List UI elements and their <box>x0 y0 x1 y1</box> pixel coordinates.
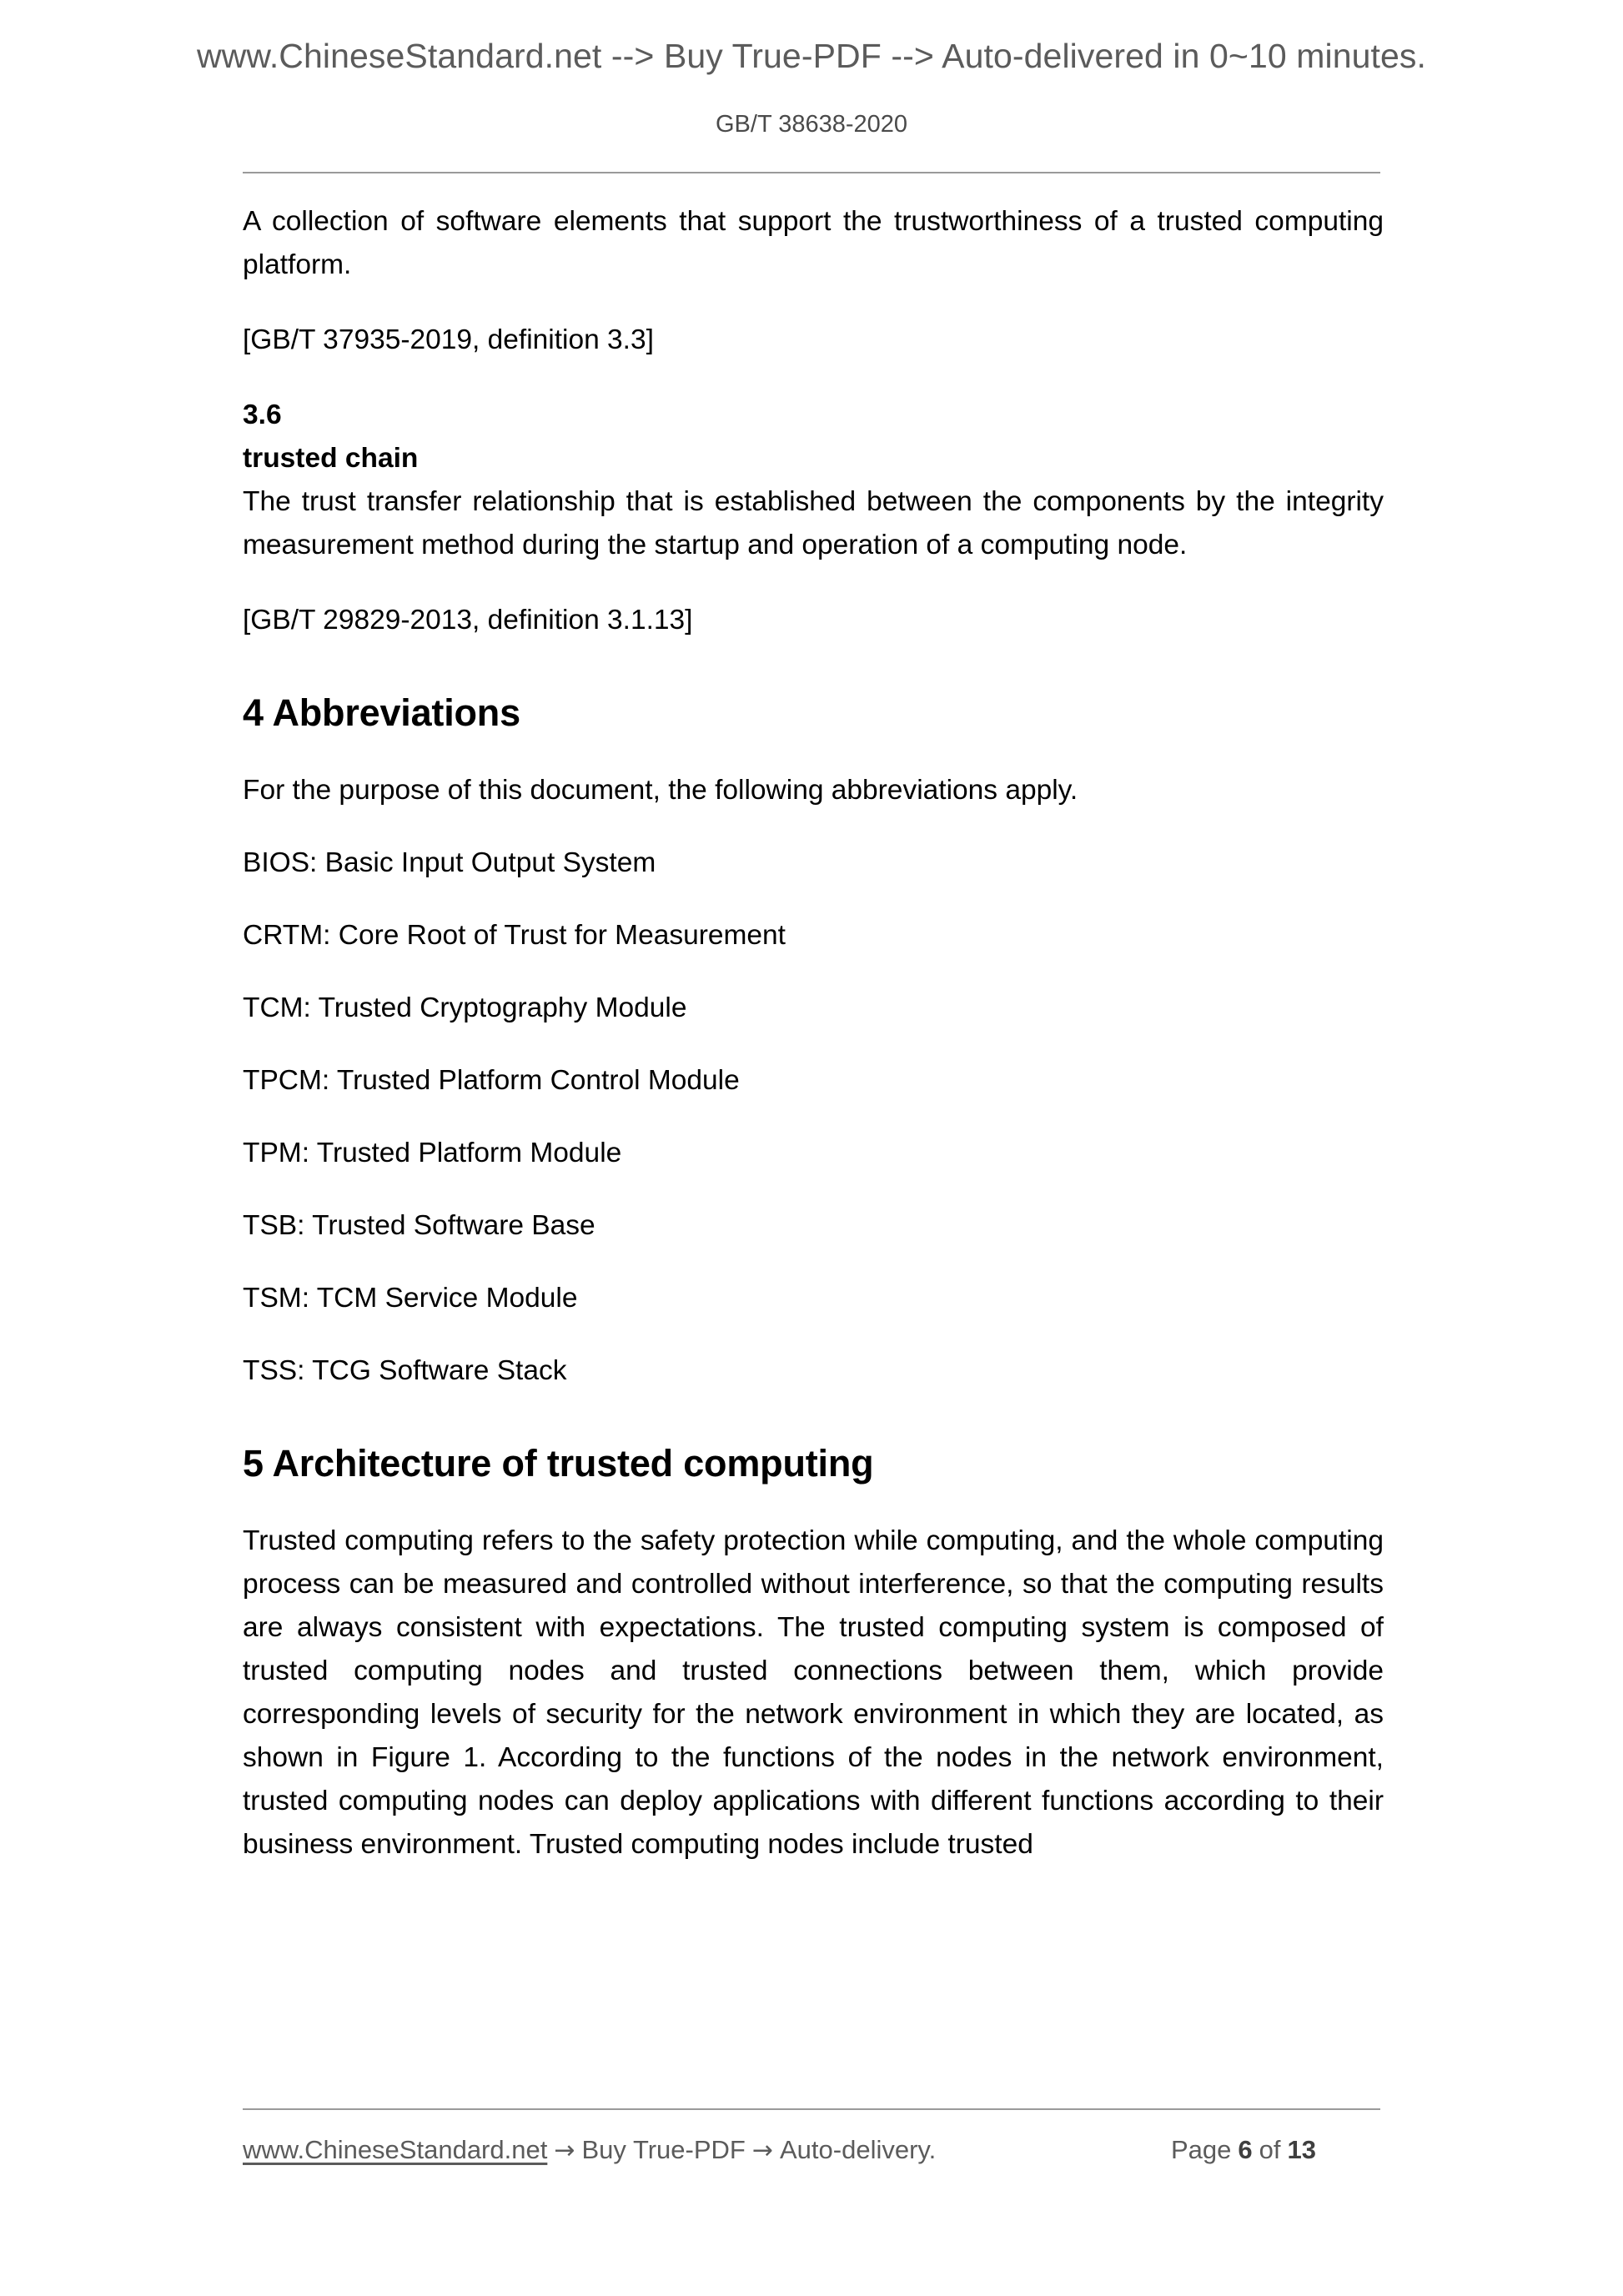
definition-3-6-source: [GB/T 29829-2013, definition 3.1.13] <box>243 605 693 636</box>
abbreviation-item: TSM: TCM Service Module <box>243 1283 578 1314</box>
abbreviation-item: CRTM: Core Root of Trust for Measurement <box>243 920 786 951</box>
heading-5-architecture-of-trusted-computing: 5 Architecture of trusted computing <box>243 1442 874 1485</box>
spacer <box>243 1320 1384 1349</box>
spacer <box>243 1248 1384 1277</box>
running-head-standard-number: GB/T 38638-2020 <box>715 111 908 138</box>
term-trusted-chain: trusted chain <box>243 443 419 474</box>
arrow-right-icon: → <box>554 2136 575 2165</box>
promo-header: www.ChineseStandard.net --> Buy True-PDF --> Auto-delivered in 0~10 minutes. <box>196 37 1427 75</box>
abbreviation-item: TPM: Trusted Platform Module <box>243 1138 622 1168</box>
spacer <box>243 957 1384 987</box>
abbreviation-item: TSS: TCG Software Stack <box>243 1355 567 1386</box>
spacer <box>243 1175 1384 1204</box>
footer-delivery-text: Auto-delivery. <box>780 2135 937 2164</box>
abbreviations-intro: For the purpose of this document, the following abbreviations apply. <box>243 775 1078 806</box>
spacer <box>243 1488 1384 1520</box>
abbreviation-item: TCM: Trusted Cryptography Module <box>243 992 687 1023</box>
spacer <box>243 642 1384 689</box>
footer-buy-text: Buy True-PDF <box>581 2135 746 2164</box>
abbreviation-item: TPCM: Trusted Platform Control Module <box>243 1065 740 1096</box>
page-label: Page <box>1171 2135 1232 2164</box>
definition-3-5-text: A collection of software elements that support the trustworthiness of a trusted computing platform. <box>243 206 1384 280</box>
footer-promo-line <box>243 2135 936 2165</box>
spacer <box>243 885 1384 914</box>
abbreviation-item: TSB: Trusted Software Base <box>243 1210 595 1241</box>
of-label: of <box>1259 2135 1281 2164</box>
clause-5-paragraph: Trusted computing refers to the safety protection while computing, and the whole computing process can be measured and controlled without interference, so that the computing results are always consistent with expectations. The trusted computing system is composed of trusted computing nodes and trusted connections between them, which provide corresponding levels of security for the network environment in which they are located, as shown in Figure 1. According to the functions of the nodes in the network environment, trusted computing nodes can deploy applications with different functions according to their business environment. Trusted computing nodes include trusted <box>243 1525 1384 1860</box>
clause-number-3-6: 3.6 <box>243 399 282 430</box>
spacer <box>243 812 1384 842</box>
footer-divider-rule <box>243 2108 1380 2110</box>
heading-4-abbreviations: 4 Abbreviations <box>243 691 520 734</box>
definition-3-5-source: [GB/T 37935-2019, definition 3.3] <box>243 324 654 355</box>
page-content <box>243 200 1384 1866</box>
page-number-indicator <box>1171 2135 1316 2165</box>
spacer <box>243 1103 1384 1132</box>
abbreviation-item: BIOS: Basic Input Output System <box>243 847 656 878</box>
spacer <box>243 737 1384 769</box>
page-footer <box>243 2135 1380 2175</box>
spacer <box>243 1393 1384 1439</box>
footer-site-link[interactable]: www.ChineseStandard.net <box>243 2135 548 2164</box>
total-page-count: 13 <box>1287 2135 1316 2164</box>
spacer <box>243 1030 1384 1059</box>
arrow-right-icon-2: → <box>751 2136 773 2165</box>
current-page-number: 6 <box>1238 2135 1253 2164</box>
definition-3-6-text: The trust transfer relationship that is established between the components by the integrity measurement method during the startup and operation of a computing node. <box>243 486 1384 560</box>
header-divider-rule <box>243 172 1380 173</box>
